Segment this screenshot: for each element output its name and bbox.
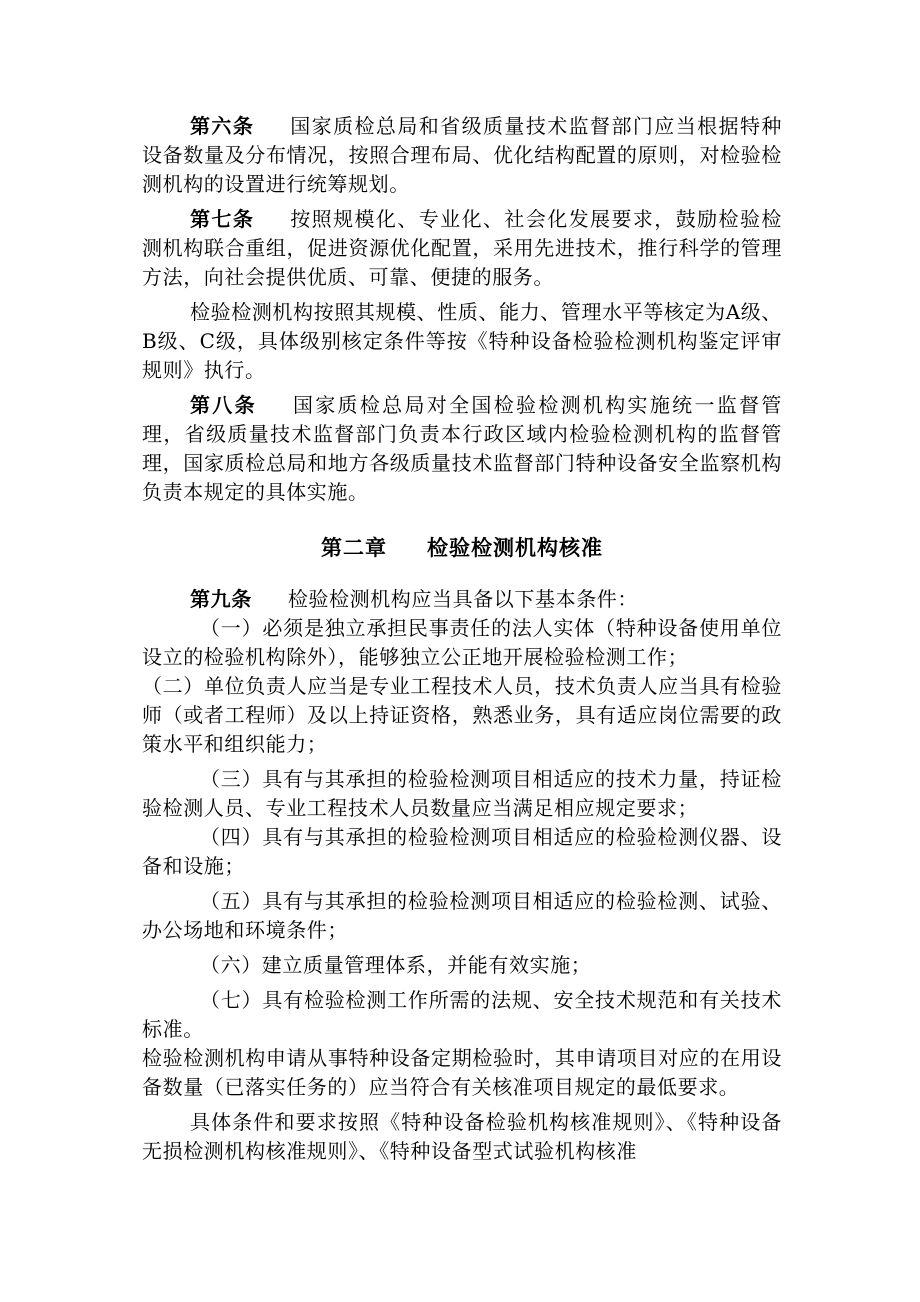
- article-8-label: 第八条: [190, 393, 257, 417]
- article-9-item-7: （七）具有检验检测工作所需的法规、安全技术规范和有关技术标准。: [142, 988, 782, 1041]
- article-9-label: 第九条: [190, 587, 252, 611]
- article-9-item-5: （五）具有与其承担的检验检测项目相适应的检验检测、试验、办公场地和环境条件；: [142, 889, 782, 942]
- chapter-title: 检验检测机构核准: [427, 535, 603, 560]
- document-page: [142, 112, 782, 1166]
- article-6: [142, 112, 782, 199]
- article-6-text: 国家质检总局和省级质量技术监督部门应当根据特种设备数量及分布情况，按照合理布局、优化结构配置的原则，对检验检测机构的设置进行统筹规划。: [142, 114, 782, 196]
- article-9: [142, 585, 782, 614]
- article-9-item-1: （一）必须是独立承担民事责任的法人实体（特种设备使用单位设立的检验机构除外），能够独立公正地开展检验检测工作；: [142, 616, 782, 669]
- article-9-item-4: （四）具有与其承担的检验检测项目相适应的检验检测仪器、设备和设施；: [142, 825, 782, 878]
- article-7-text: 按照规模化、专业化、社会化发展要求，鼓励检验检测机构联合重组，促进资源优化配置，采用先进技术，推行科学的管理方法，向社会提供优质、可靠、便捷的服务。: [142, 207, 782, 289]
- article-9-rules-reference: 具体条件和要求按照《特种设备检验机构核准规则》、《特种设备无损检测机构核准规则》、《特种设备型式试验机构核准: [142, 1110, 782, 1163]
- chapter-number: 第二章: [321, 535, 387, 560]
- article-9-item-6: （六）建立质量管理体系，并能有效实施；: [200, 953, 592, 977]
- article-7-label: 第七条: [190, 207, 255, 231]
- article-6-label: 第六条: [190, 114, 255, 138]
- article-8-text: 国家质检总局对全国检验检测机构实施统一监督管理，省级质量技术监督部门负责本行政区域内检验检测机构的监督管理，国家质检总局和地方各级质量技术监督部门特种设备安全监察机构负责本规定的具体实施。: [142, 393, 782, 504]
- article-9-item-2: （二）单位负责人应当是专业工程技术人员，技术负责人应当具有检验师（或者工程师）及以上持证资格，熟悉业务，具有适应岗位需要的政策水平和组织能力；: [142, 674, 782, 756]
- article-7-paragraph-2: 检验检测机构按照其规模、性质、能力、管理水平等核定为A级、B级、C级，具体级别核定条件等按《特种设备检验检测机构鉴定评审规则》执行。: [142, 300, 782, 382]
- article-9-periodic-inspection: 检验检测机构申请从事特种设备定期检验时，其申请项目对应的在用设备数量（已落实任务的）应当符合有关核准项目规定的最低要求。: [142, 1046, 782, 1099]
- chapter-heading: [142, 533, 782, 563]
- article-9-text: 检验检测机构应当具备以下基本条件：: [287, 587, 639, 611]
- article-7: [142, 205, 782, 292]
- article-9-item-3: （三）具有与其承担的检验检测项目相适应的技术力量，持证检验检测人员、专业工程技术人员数量应当满足相应规定要求；: [142, 767, 782, 820]
- article-8: [142, 391, 782, 507]
